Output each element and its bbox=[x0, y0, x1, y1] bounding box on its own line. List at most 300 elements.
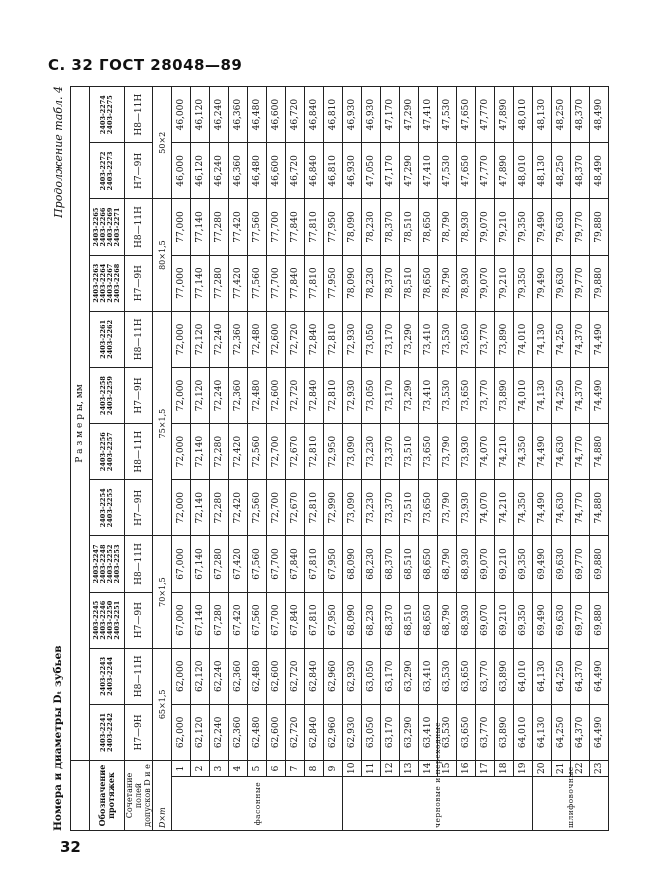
diameter-value: 73,890 bbox=[495, 367, 514, 423]
diameter-value: 48,010 bbox=[514, 87, 533, 143]
diameter-value: 64,250 bbox=[552, 704, 571, 760]
diameter-value: 69,880 bbox=[590, 592, 609, 648]
diameter-value: 79,770 bbox=[571, 255, 590, 311]
diameter-value: 47,770 bbox=[476, 87, 495, 143]
diameter-value: 62,240 bbox=[210, 648, 229, 704]
diameter-value: 73,930 bbox=[457, 480, 476, 536]
diameter-value: 77,560 bbox=[248, 255, 267, 311]
diameter-value: 77,280 bbox=[210, 199, 229, 255]
diameter-value: 63,650 bbox=[457, 704, 476, 760]
diameter-value: 47,530 bbox=[438, 87, 457, 143]
diameter-value: 73,650 bbox=[419, 424, 438, 480]
diameter-value: 72,480 bbox=[248, 311, 267, 367]
diameter-value: 74,130 bbox=[533, 311, 552, 367]
diameter-value: 68,370 bbox=[381, 592, 400, 648]
table-row bbox=[571, 87, 590, 831]
diameter-value: 67,420 bbox=[229, 536, 248, 592]
tooth-number: 1 bbox=[172, 761, 191, 777]
diameter-value: 77,950 bbox=[324, 255, 343, 311]
diameter-value: 63,770 bbox=[476, 704, 495, 760]
diameter-value: 69,210 bbox=[495, 536, 514, 592]
dimension-value: 65×1,5 bbox=[153, 648, 172, 760]
table-row bbox=[457, 87, 476, 831]
diameter-value: 77,950 bbox=[324, 199, 343, 255]
table-row bbox=[590, 87, 609, 831]
table-row bbox=[172, 87, 191, 831]
diameter-value: 72,720 bbox=[286, 311, 305, 367]
diameter-value: 46,240 bbox=[210, 87, 229, 143]
diameter-value: 72,840 bbox=[305, 367, 324, 423]
diameter-value: 67,810 bbox=[305, 592, 324, 648]
diameter-value: 73,530 bbox=[438, 367, 457, 423]
designation-code: 2403-2272 2403-2273 bbox=[90, 143, 125, 199]
diameter-value: 77,810 bbox=[305, 255, 324, 311]
diameter-value: 78,650 bbox=[419, 199, 438, 255]
tolerance-value: H7—9H bbox=[125, 367, 153, 423]
diameter-value: 78,790 bbox=[438, 255, 457, 311]
diameter-value: 74,010 bbox=[514, 311, 533, 367]
diameter-value: 69,070 bbox=[476, 536, 495, 592]
diameter-value: 46,240 bbox=[210, 143, 229, 199]
diameter-value: 46,120 bbox=[191, 143, 210, 199]
tolerance-value: H7—9H bbox=[125, 255, 153, 311]
diameter-value: 72,990 bbox=[324, 480, 343, 536]
diameter-value: 62,480 bbox=[248, 704, 267, 760]
diameter-value: 78,090 bbox=[343, 255, 362, 311]
dimension-value: 80×1,5 bbox=[153, 199, 172, 311]
diameter-value: 73,530 bbox=[438, 311, 457, 367]
tolerance-value: H8—11H bbox=[125, 648, 153, 704]
diameter-value: 69,070 bbox=[476, 592, 495, 648]
diameter-value: 46,840 bbox=[305, 143, 324, 199]
diameter-value: 46,810 bbox=[324, 87, 343, 143]
diameter-value: 72,600 bbox=[267, 311, 286, 367]
diameter-value: 78,370 bbox=[381, 255, 400, 311]
diameter-value: 62,930 bbox=[343, 648, 362, 704]
diameter-value: 72,480 bbox=[248, 367, 267, 423]
sizes-caption: Р а з м е р ы, мм bbox=[71, 87, 90, 761]
diameter-value: 47,050 bbox=[362, 143, 381, 199]
tooth-number: 12 bbox=[381, 761, 400, 777]
diameter-value: 48,250 bbox=[552, 143, 571, 199]
diameter-value: 64,130 bbox=[533, 648, 552, 704]
diameter-value: 72,280 bbox=[210, 424, 229, 480]
diameter-value: 78,790 bbox=[438, 199, 457, 255]
diameter-value: 73,230 bbox=[362, 424, 381, 480]
diameter-value: 47,290 bbox=[400, 143, 419, 199]
diameter-value: 62,120 bbox=[191, 648, 210, 704]
diameter-value: 78,930 bbox=[457, 199, 476, 255]
diameter-value: 63,530 bbox=[438, 704, 457, 760]
table-row bbox=[324, 87, 343, 831]
diameter-value: 77,000 bbox=[172, 199, 191, 255]
diameter-value: 72,950 bbox=[324, 424, 343, 480]
diameter-value: 79,350 bbox=[514, 199, 533, 255]
diameter-value: 77,280 bbox=[210, 255, 229, 311]
diameter-value: 78,510 bbox=[400, 255, 419, 311]
diameter-value: 68,930 bbox=[457, 592, 476, 648]
diameter-value: 72,120 bbox=[191, 367, 210, 423]
diameter-value: 46,120 bbox=[191, 87, 210, 143]
diameter-value: 67,000 bbox=[172, 536, 191, 592]
diameter-value: 78,230 bbox=[362, 255, 381, 311]
diameter-value: 79,350 bbox=[514, 255, 533, 311]
diameter-value: 73,090 bbox=[343, 480, 362, 536]
tooth-number: 23 bbox=[590, 761, 609, 777]
diameter-value: 73,890 bbox=[495, 311, 514, 367]
diameter-value: 74,770 bbox=[571, 480, 590, 536]
tolerance-value: H8—11H bbox=[125, 199, 153, 255]
diameter-value: 72,000 bbox=[172, 424, 191, 480]
diameter-value: 63,170 bbox=[381, 704, 400, 760]
diameter-value: 46,840 bbox=[305, 87, 324, 143]
diameter-value: 46,360 bbox=[229, 143, 248, 199]
diameter-value: 79,770 bbox=[571, 199, 590, 255]
diameter-value: 64,490 bbox=[590, 648, 609, 704]
diameter-value: 77,840 bbox=[286, 199, 305, 255]
diameter-value: 67,560 bbox=[248, 592, 267, 648]
diameter-value: 72,240 bbox=[210, 367, 229, 423]
diameter-value: 77,000 bbox=[172, 255, 191, 311]
diameter-value: 62,840 bbox=[305, 704, 324, 760]
diameter-value: 47,410 bbox=[419, 87, 438, 143]
designation-header: Обозначение протяжек bbox=[90, 761, 125, 831]
diameter-value: 46,360 bbox=[229, 87, 248, 143]
diameter-value: 78,370 bbox=[381, 199, 400, 255]
diameter-value: 73,410 bbox=[419, 367, 438, 423]
tolerance-value: H7—9H bbox=[125, 592, 153, 648]
diameter-value: 68,230 bbox=[362, 536, 381, 592]
diameter-value: 72,000 bbox=[172, 367, 191, 423]
tooth-number: 2 bbox=[191, 761, 210, 777]
diameter-value: 47,530 bbox=[438, 143, 457, 199]
page-number: 32 bbox=[60, 838, 81, 856]
diameter-value: 74,210 bbox=[495, 424, 514, 480]
diameter-value: 47,890 bbox=[495, 143, 514, 199]
group-label: шлифовочные bbox=[533, 777, 609, 831]
diameter-value: 68,930 bbox=[457, 536, 476, 592]
diameter-value: 74,250 bbox=[552, 367, 571, 423]
diameter-value: 64,010 bbox=[514, 648, 533, 704]
diameter-value: 47,890 bbox=[495, 87, 514, 143]
diameter-value: 62,360 bbox=[229, 648, 248, 704]
diameter-value: 48,130 bbox=[533, 87, 552, 143]
diameter-value: 78,510 bbox=[400, 199, 419, 255]
tooth-number: 14 bbox=[419, 761, 438, 777]
diameter-value: 74,880 bbox=[590, 480, 609, 536]
diameter-value: 72,560 bbox=[248, 480, 267, 536]
diameter-value: 79,630 bbox=[552, 255, 571, 311]
diameter-value: 74,370 bbox=[571, 311, 590, 367]
tooth-number: 9 bbox=[324, 761, 343, 777]
diameter-value: 73,170 bbox=[381, 367, 400, 423]
tooth-number: 3 bbox=[210, 761, 229, 777]
diameter-value: 72,420 bbox=[229, 480, 248, 536]
tolerance-value: H7—9H bbox=[125, 704, 153, 760]
diameter-value: 77,140 bbox=[191, 255, 210, 311]
rotated-table-area bbox=[52, 86, 623, 831]
diameter-value: 77,140 bbox=[191, 199, 210, 255]
diameter-value: 67,420 bbox=[229, 592, 248, 648]
diameter-value: 48,490 bbox=[590, 87, 609, 143]
diameter-value: 72,120 bbox=[191, 311, 210, 367]
table-row bbox=[400, 87, 419, 831]
diameter-value: 73,230 bbox=[362, 480, 381, 536]
dxm-header: D×m bbox=[153, 761, 172, 831]
table-row bbox=[476, 87, 495, 831]
tolerance-value: H8—11H bbox=[125, 424, 153, 480]
diameter-value: 46,930 bbox=[343, 143, 362, 199]
diameter-value: 74,130 bbox=[533, 367, 552, 423]
diameter-value: 46,600 bbox=[267, 87, 286, 143]
tolerance-value: H7—9H bbox=[125, 143, 153, 199]
designation-code: 2403-2241 2403-2242 bbox=[90, 704, 125, 760]
group-label: черновые и переходные bbox=[343, 777, 533, 831]
tooth-number: 22 bbox=[571, 761, 590, 777]
diameter-value: 47,650 bbox=[457, 143, 476, 199]
diameter-value: 72,810 bbox=[305, 480, 324, 536]
diameter-value: 72,840 bbox=[305, 311, 324, 367]
diameter-value: 47,290 bbox=[400, 87, 419, 143]
diameter-value: 62,120 bbox=[191, 704, 210, 760]
diameter-value: 79,210 bbox=[495, 255, 514, 311]
diameter-value: 69,490 bbox=[533, 592, 552, 648]
diameter-value: 62,720 bbox=[286, 704, 305, 760]
diameter-value: 73,370 bbox=[381, 480, 400, 536]
diameter-value: 72,810 bbox=[324, 311, 343, 367]
diameter-value: 47,770 bbox=[476, 143, 495, 199]
diameter-value: 67,000 bbox=[172, 592, 191, 648]
diameter-value: 72,360 bbox=[229, 367, 248, 423]
diameter-value: 72,560 bbox=[248, 424, 267, 480]
tolerance-value: H8—11H bbox=[125, 536, 153, 592]
diameter-value: 64,130 bbox=[533, 704, 552, 760]
diameter-value: 68,090 bbox=[343, 536, 362, 592]
diameter-value: 62,600 bbox=[267, 648, 286, 704]
diameter-value: 69,350 bbox=[514, 536, 533, 592]
designation-code: 2403-2243 2403-2244 bbox=[90, 648, 125, 704]
tooth-number: 21 bbox=[552, 761, 571, 777]
diameter-value: 72,600 bbox=[267, 367, 286, 423]
diameter-value: 77,700 bbox=[267, 199, 286, 255]
diameter-value: 64,370 bbox=[571, 648, 590, 704]
diameter-value: 72,810 bbox=[305, 424, 324, 480]
diameter-value: 69,350 bbox=[514, 592, 533, 648]
diameter-value: 67,280 bbox=[210, 592, 229, 648]
rotated-content bbox=[52, 86, 623, 831]
table-row bbox=[381, 87, 400, 831]
diameter-value: 68,650 bbox=[419, 592, 438, 648]
diameter-value: 77,700 bbox=[267, 255, 286, 311]
diameter-value: 79,880 bbox=[590, 199, 609, 255]
diameter-value: 67,560 bbox=[248, 536, 267, 592]
diameter-value: 67,140 bbox=[191, 592, 210, 648]
diameter-value: 72,670 bbox=[286, 424, 305, 480]
diameter-value: 67,950 bbox=[324, 536, 343, 592]
diameter-value: 73,170 bbox=[381, 311, 400, 367]
dimension-value: 75×1,5 bbox=[153, 311, 172, 536]
diameter-value: 73,650 bbox=[457, 311, 476, 367]
table-row bbox=[210, 87, 229, 831]
diameter-value: 48,010 bbox=[514, 143, 533, 199]
diameter-value: 74,070 bbox=[476, 480, 495, 536]
diameter-value: 46,000 bbox=[172, 143, 191, 199]
diameter-value: 74,490 bbox=[533, 424, 552, 480]
tolerance-value: H7—9H bbox=[125, 480, 153, 536]
tooth-number: 5 bbox=[248, 761, 267, 777]
diameter-value: 67,840 bbox=[286, 536, 305, 592]
diameter-value: 73,770 bbox=[476, 367, 495, 423]
diameter-value: 79,210 bbox=[495, 199, 514, 255]
diameter-value: 72,000 bbox=[172, 311, 191, 367]
diameter-value: 74,770 bbox=[571, 424, 590, 480]
designation-code: 2403-2265 2403-2266 2403-2269 2403-2271 bbox=[90, 199, 125, 255]
diameter-value: 72,140 bbox=[191, 424, 210, 480]
designation-code: 2403-2254 2403-2255 bbox=[90, 480, 125, 536]
tooth-number: 18 bbox=[495, 761, 514, 777]
diameter-value: 63,290 bbox=[400, 704, 419, 760]
diameter-value: 64,490 bbox=[590, 704, 609, 760]
tolerance-row bbox=[125, 87, 153, 831]
diameter-value: 69,630 bbox=[552, 536, 571, 592]
tooth-number: 19 bbox=[514, 761, 533, 777]
diameter-value: 63,410 bbox=[419, 704, 438, 760]
tooth-number: 20 bbox=[533, 761, 552, 777]
diameter-value: 47,650 bbox=[457, 87, 476, 143]
diameter-value: 79,880 bbox=[590, 255, 609, 311]
diameter-value: 69,770 bbox=[571, 592, 590, 648]
diameter-value: 69,880 bbox=[590, 536, 609, 592]
tolerance-header: Сочетание полей допусков D и e bbox=[125, 761, 153, 831]
diameter-value: 67,140 bbox=[191, 536, 210, 592]
diameter-value: 46,480 bbox=[248, 87, 267, 143]
diameter-value: 68,790 bbox=[438, 592, 457, 648]
sizes-table bbox=[70, 86, 609, 831]
diameter-value: 72,930 bbox=[343, 367, 362, 423]
diameter-value: 48,370 bbox=[571, 87, 590, 143]
diameter-value: 67,700 bbox=[267, 536, 286, 592]
diameter-value: 72,670 bbox=[286, 480, 305, 536]
diameter-value: 73,050 bbox=[362, 311, 381, 367]
page-header: С. 32 ГОСТ 28048—89 bbox=[48, 56, 243, 74]
diameter-value: 62,000 bbox=[172, 704, 191, 760]
diameter-value: 63,050 bbox=[362, 648, 381, 704]
diameter-value: 74,010 bbox=[514, 367, 533, 423]
diameter-value: 63,050 bbox=[362, 704, 381, 760]
diameter-value: 63,170 bbox=[381, 648, 400, 704]
diameter-value: 72,700 bbox=[267, 480, 286, 536]
table-row bbox=[362, 87, 381, 831]
diameter-value: 62,000 bbox=[172, 648, 191, 704]
table-row bbox=[438, 87, 457, 831]
diameter-value: 62,480 bbox=[248, 648, 267, 704]
diameter-value: 77,810 bbox=[305, 199, 324, 255]
table-row bbox=[191, 87, 210, 831]
table-row bbox=[286, 87, 305, 831]
diameter-value: 78,650 bbox=[419, 255, 438, 311]
diameter-value: 74,880 bbox=[590, 424, 609, 480]
diameter-value: 47,410 bbox=[419, 143, 438, 199]
diameter-value: 62,720 bbox=[286, 648, 305, 704]
diameter-value: 69,770 bbox=[571, 536, 590, 592]
diameter-value: 72,360 bbox=[229, 311, 248, 367]
diameter-value: 46,810 bbox=[324, 143, 343, 199]
diameter-value: 68,090 bbox=[343, 592, 362, 648]
tooth-number: 7 bbox=[286, 761, 305, 777]
diameter-value: 73,650 bbox=[419, 480, 438, 536]
diameter-value: 74,250 bbox=[552, 311, 571, 367]
diameter-value: 79,490 bbox=[533, 255, 552, 311]
diameter-value: 67,280 bbox=[210, 536, 229, 592]
dimension-value: 50×2 bbox=[153, 87, 172, 199]
diameter-value: 74,350 bbox=[514, 424, 533, 480]
table-body bbox=[71, 87, 609, 831]
designation-code: 2403-2261 2403-2262 bbox=[90, 311, 125, 367]
tolerance-value: H8—11H bbox=[125, 311, 153, 367]
tooth-number: 4 bbox=[229, 761, 248, 777]
diameter-value: 67,700 bbox=[267, 592, 286, 648]
diameter-value: 46,720 bbox=[286, 143, 305, 199]
diameter-value: 72,930 bbox=[343, 311, 362, 367]
diameter-value: 77,560 bbox=[248, 199, 267, 255]
designation-code: 2403-2256 2403-2257 bbox=[90, 424, 125, 480]
diameter-value: 72,720 bbox=[286, 367, 305, 423]
diameter-value: 77,840 bbox=[286, 255, 305, 311]
tooth-number: 16 bbox=[457, 761, 476, 777]
diameter-value: 73,650 bbox=[457, 367, 476, 423]
diameter-value: 62,600 bbox=[267, 704, 286, 760]
diameter-value: 74,210 bbox=[495, 480, 514, 536]
tooth-number: 13 bbox=[400, 761, 419, 777]
diameter-value: 74,490 bbox=[590, 367, 609, 423]
diameter-value: 67,840 bbox=[286, 592, 305, 648]
diameter-value: 62,960 bbox=[324, 704, 343, 760]
diameter-value: 63,410 bbox=[419, 648, 438, 704]
diameter-value: 62,930 bbox=[343, 704, 362, 760]
table-row bbox=[533, 87, 552, 831]
diameter-value: 68,650 bbox=[419, 536, 438, 592]
sizes-header-row bbox=[71, 87, 90, 831]
diameter-value: 78,930 bbox=[457, 255, 476, 311]
blank-corner bbox=[71, 761, 90, 831]
designation-code: 2403-2245 2403-2246 2403-2250 2403-2251 bbox=[90, 592, 125, 648]
diameter-value: 72,280 bbox=[210, 480, 229, 536]
diameter-value: 73,290 bbox=[400, 311, 419, 367]
designation-code: 2403-2274 2403-2275 bbox=[90, 87, 125, 143]
diameter-value: 63,650 bbox=[457, 648, 476, 704]
diameter-value: 74,370 bbox=[571, 367, 590, 423]
table-row bbox=[305, 87, 324, 831]
diameter-value: 63,890 bbox=[495, 704, 514, 760]
diameter-value: 62,960 bbox=[324, 648, 343, 704]
table-row bbox=[495, 87, 514, 831]
diameter-value: 73,770 bbox=[476, 311, 495, 367]
diameter-value: 74,350 bbox=[514, 480, 533, 536]
dimension-row bbox=[153, 87, 172, 831]
diameter-value: 48,130 bbox=[533, 143, 552, 199]
diameter-value: 69,210 bbox=[495, 592, 514, 648]
diameter-value: 73,790 bbox=[438, 480, 457, 536]
diameter-value: 46,600 bbox=[267, 143, 286, 199]
diameter-value: 46,930 bbox=[343, 87, 362, 143]
tooth-number: 17 bbox=[476, 761, 495, 777]
table-row bbox=[514, 87, 533, 831]
tooth-number: 15 bbox=[438, 761, 457, 777]
diameter-value: 72,420 bbox=[229, 424, 248, 480]
diameter-value: 48,490 bbox=[590, 143, 609, 199]
diameter-value: 48,250 bbox=[552, 87, 571, 143]
diameter-value: 46,000 bbox=[172, 87, 191, 143]
